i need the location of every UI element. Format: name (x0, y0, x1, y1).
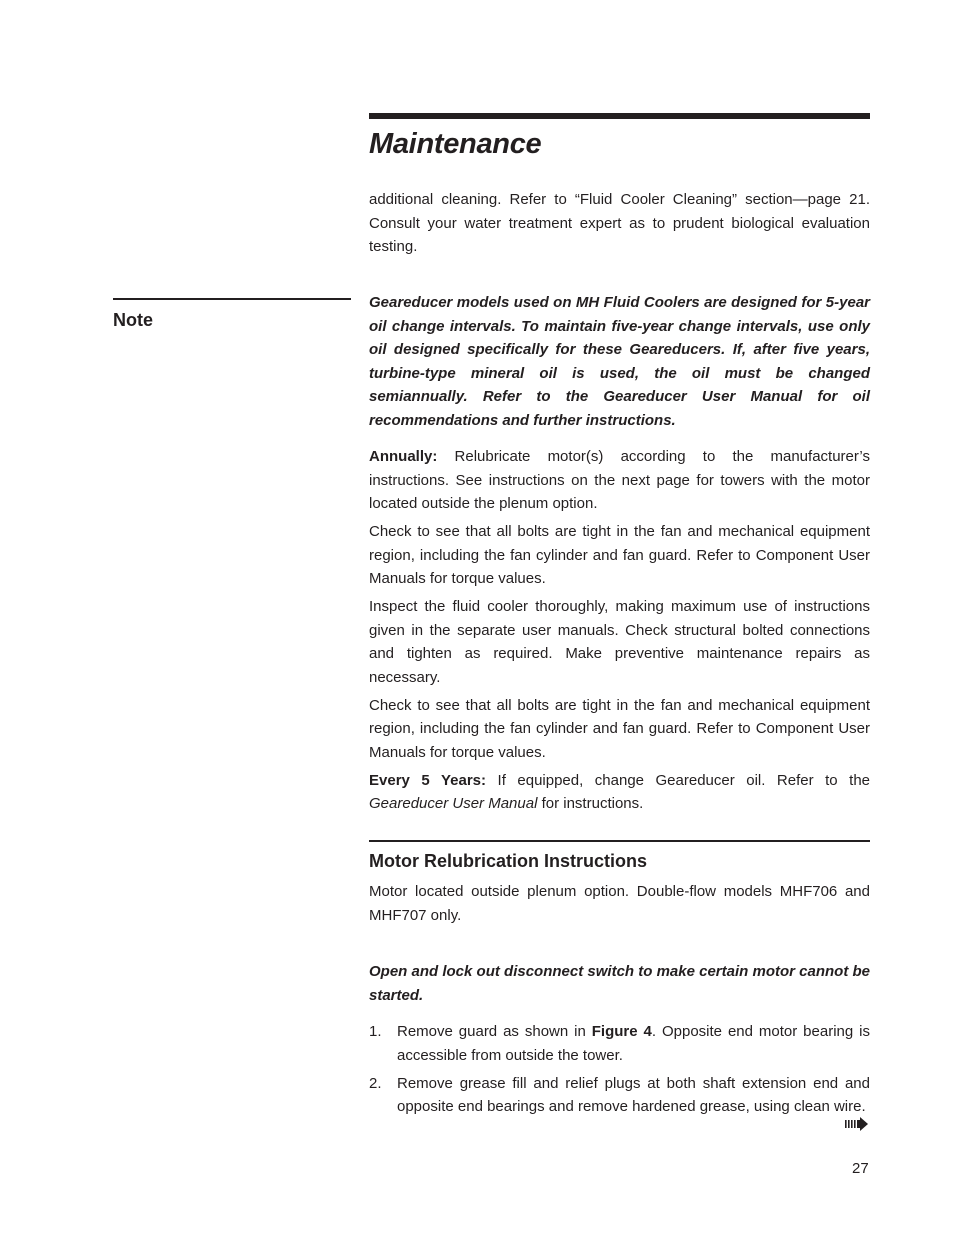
note-label: Note (113, 310, 153, 330)
motor-warning-block (369, 960, 870, 1007)
paragraph-bolts-1: Check to see that all bolts are tight in the fan and mechanical equipment region, including the fan cylinder and fan guard. Refer to Component User Manuals for torque values. (369, 523, 870, 587)
motor-intro-block (369, 880, 870, 927)
motor-intro: Motor located outside plenum option. Double-flow models MHF706 and MHF707 only. (369, 883, 870, 924)
page-title: Maintenance (369, 128, 542, 160)
every5-text: If equipped, change Geareducer oil. Refer to the (486, 771, 871, 789)
motor-warning: Open and lock out disconnect switch to make certain motor cannot be started. (369, 963, 870, 1004)
intro-paragraph: additional cleaning. Refer to “Fluid Cooler Cleaning” section—page 21. Consult your water treatment expert as to prudent biological evaluation testing. (369, 191, 870, 255)
list-item (369, 1072, 870, 1119)
annually-label: Annually: (369, 448, 438, 465)
paragraph-bolts-2: Check to see that all bolts are tight in the fan and mechanical equipment region, including the fan cylinder and fan guard. Refer to Component User Manuals for torque values. (369, 696, 870, 761)
steps-list (369, 1020, 870, 1123)
note-text: Geareducer models used on MH Fluid Coolers are designed for 5-year oil change intervals. To maintain five-year change intervals, use only oil designed specifically for these Geareducers. If, after five years, turbine-type mineral oil is used, the oil must be changed semiannually. Refer to the Geareducer User Manual for oil recommendations and further instructions. (369, 294, 870, 429)
intro-block (369, 188, 870, 259)
step-text-pre: Remove guard as shown in (397, 1023, 592, 1040)
step-number: 2. (369, 1074, 382, 1092)
step-text (397, 1020, 870, 1067)
figure-reference: Figure 4 (591, 1023, 652, 1040)
note-rule (113, 298, 351, 300)
main-column (369, 291, 870, 816)
annually-text: Relubricate motor(s) according to the manufacturer’s instructions. See instructions on the next page for towers with the motor located outside the plenum option. (369, 448, 870, 512)
step-text-post: . Opposite end motor bearing is accessible from outside the tower. (397, 1023, 870, 1064)
every5-label: Every 5 Years: (369, 771, 487, 789)
section-rule (369, 840, 870, 842)
continued-arrow-icon (845, 1117, 869, 1131)
page-number: 27 (852, 1160, 869, 1177)
list-item (369, 1020, 870, 1067)
every5-paragraph (369, 769, 870, 816)
paragraph-inspect: Inspect the fluid cooler thoroughly, making maximum use of instructions given in the separate user manuals. Check structural bolted connections and tighten as required. Make preventive maintenance repairs as necessary. (369, 598, 870, 686)
step-text: Remove grease fill and relief plugs at both shaft extension end and opposite end bearings and remove hardened grease, using clean wire. (397, 1074, 870, 1115)
step-number: 1. (369, 1023, 382, 1040)
annually-paragraph (369, 445, 870, 516)
every5-manual: Geareducer User Manual (369, 795, 538, 812)
title-rule (369, 113, 870, 119)
motor-heading: Motor Relubrication Instructions (369, 851, 648, 871)
every5-tail: for instructions. (537, 795, 644, 812)
